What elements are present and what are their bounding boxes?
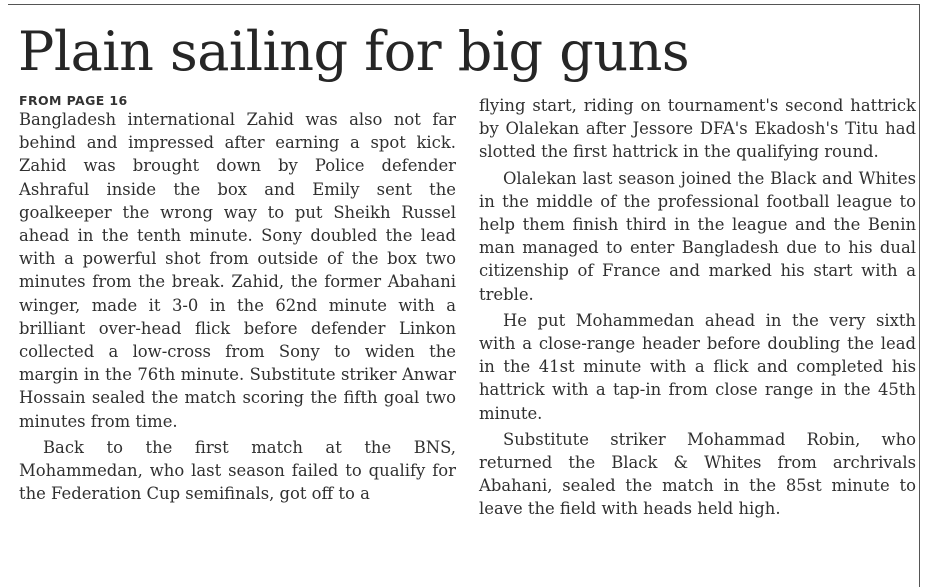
article-column-right: [479, 94, 916, 521]
paragraph: flying start, riding on tournament's second hattrick by Olalekan after Jessore DFA's Ekadosh's Titu had slotted the first hattrick in the qualifying round.: [479, 96, 916, 162]
paragraph: Substitute striker Mohammad Robin, who returned the Black & Whites from archrivals Abahani, sealed the match in the 85st minute to leave the field with heads held high.: [479, 429, 916, 519]
kicker-from-page: FROM PAGE 16: [19, 93, 128, 108]
paragraph: He put Mohammedan ahead in the very sixth with a close-range header before doubling the lead in the 41st minute with a flick and completed his hattrick with a tap-in from close range in the 45th minute.: [479, 310, 916, 423]
article-column-left: [19, 94, 456, 505]
paragraph: Bangladesh international Zahid was also not far behind and impressed after earning a spot kick. Zahid was brought down by Police defender Ashraful inside the box and Emily sent the goalkeeper the wrong way to put Sheikh Russel ahead in the tenth minute. Sony doubled the lead with a powerful shot from outside of the box two minutes from the break. Zahid, the former Abahani winger, made it 3-0 in the 62nd minute with a brilliant over-head flick before defender Linkon collected a low-cross from Sony to widen the margin in the 76th minute. Substitute striker Anwar Hossain sealed the match scoring the fifth goal two minutes from time.: [19, 110, 456, 431]
paragraph: Olalekan last season joined the Black and Whites in the middle of the professional football league to help them finish third in the league and the Benin man managed to enter Bangladesh due to his dual citizenship of France and marked his start with a treble.: [479, 168, 916, 304]
top-border-rule: [8, 4, 920, 5]
right-border-rule: [919, 4, 920, 587]
paragraph: Back to the first match at the BNS, Mohammedan, who last season failed to qualify for the Federation Cup semifinals, got off to a: [19, 437, 456, 504]
headline: Plain sailing for big guns: [18, 20, 690, 83]
